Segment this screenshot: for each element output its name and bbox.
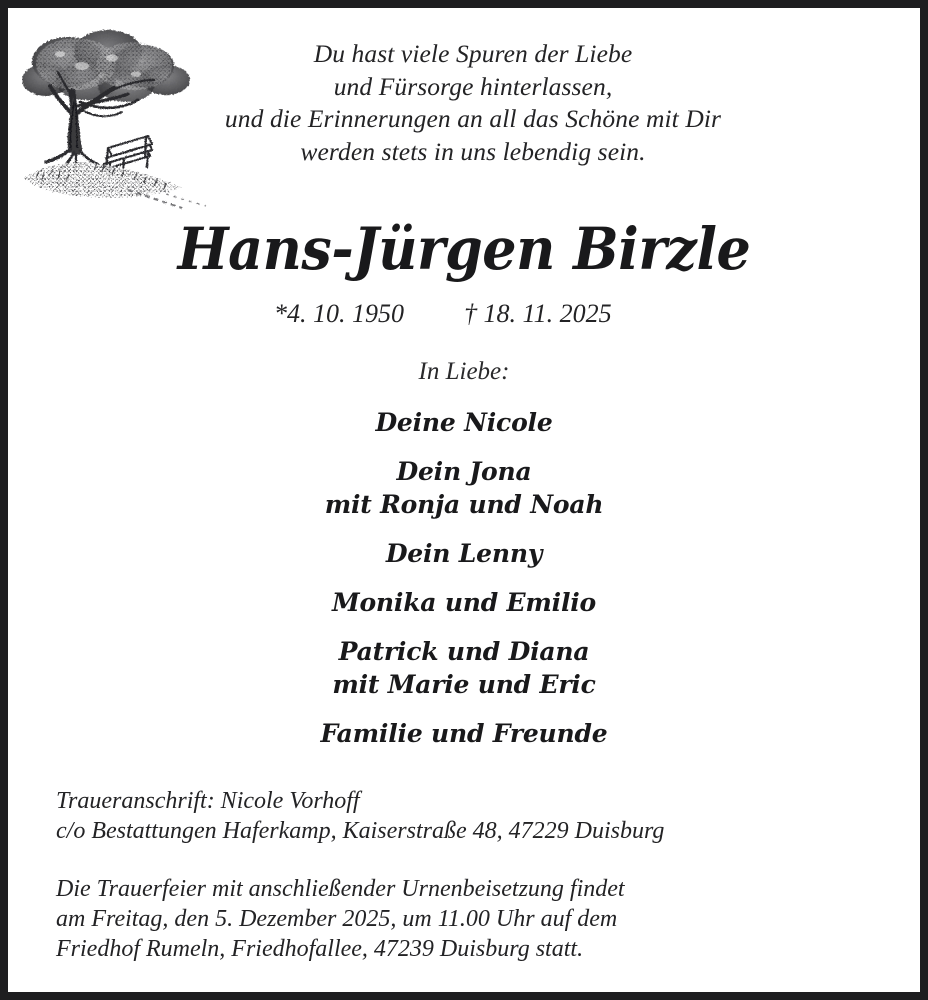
mourner-line: mit Marie und Eric xyxy=(332,670,596,699)
mourner-line: Dein Jona xyxy=(396,457,532,486)
service-line-1: Die Trauerfeier mit anschließender Urnenbeisetzung findet xyxy=(56,876,625,902)
death-date: † 18. 11. 2025 xyxy=(464,299,612,328)
mourner-line: Monika und Emilio xyxy=(331,588,597,617)
mourner-line: Dein Lenny xyxy=(385,539,543,568)
mourner-line: Patrick und Diana xyxy=(338,637,590,666)
deceased-name: Hans-Jürgen Birzle xyxy=(177,215,751,283)
address-line-1: Traueranschrift: Nicole Vorhoff xyxy=(56,788,360,814)
service-line-3: Friedhof Rumeln, Friedhofallee, 47239 Duisburg statt. xyxy=(56,936,584,962)
verse-line-1: Du hast viele Spuren der Liebe xyxy=(313,39,633,68)
service-line-2: am Freitag, den 5. Dezember 2025, um 11.00 Uhr auf dem xyxy=(56,906,618,932)
funeral-service-details xyxy=(56,874,876,964)
memorial-verse xyxy=(158,38,788,168)
mourner-group xyxy=(8,406,920,439)
verse-line-2: und Fürsorge hinterlassen, xyxy=(333,71,613,101)
obituary-notice-card xyxy=(8,8,920,992)
mourning-address xyxy=(56,786,876,846)
address-line-2: c/o Bestattungen Haferkamp, Kaiserstraße 48, 47229 Duisburg xyxy=(56,818,665,844)
mourner-group xyxy=(8,455,920,521)
verse-line-3: und die Erinnerungen an all das Schöne mit Dir xyxy=(224,104,722,133)
mourner-line: Familie und Freunde xyxy=(320,719,608,748)
verse-line-4: werden stets in uns lebendig sein. xyxy=(300,136,646,166)
mourner-group xyxy=(8,717,920,750)
mourning-intro: In Liebe: xyxy=(418,358,510,385)
mourner-group xyxy=(8,635,920,701)
mourner-group xyxy=(8,586,920,619)
life-dates xyxy=(8,298,920,330)
notice-footer xyxy=(56,786,876,964)
mourner-line: Deine Nicole xyxy=(375,408,553,437)
birth-date: *4. 10. 1950 xyxy=(274,299,404,328)
mourners-list xyxy=(8,406,920,750)
mourner-group xyxy=(8,537,920,570)
mourner-line: mit Ronja und Noah xyxy=(324,490,604,519)
